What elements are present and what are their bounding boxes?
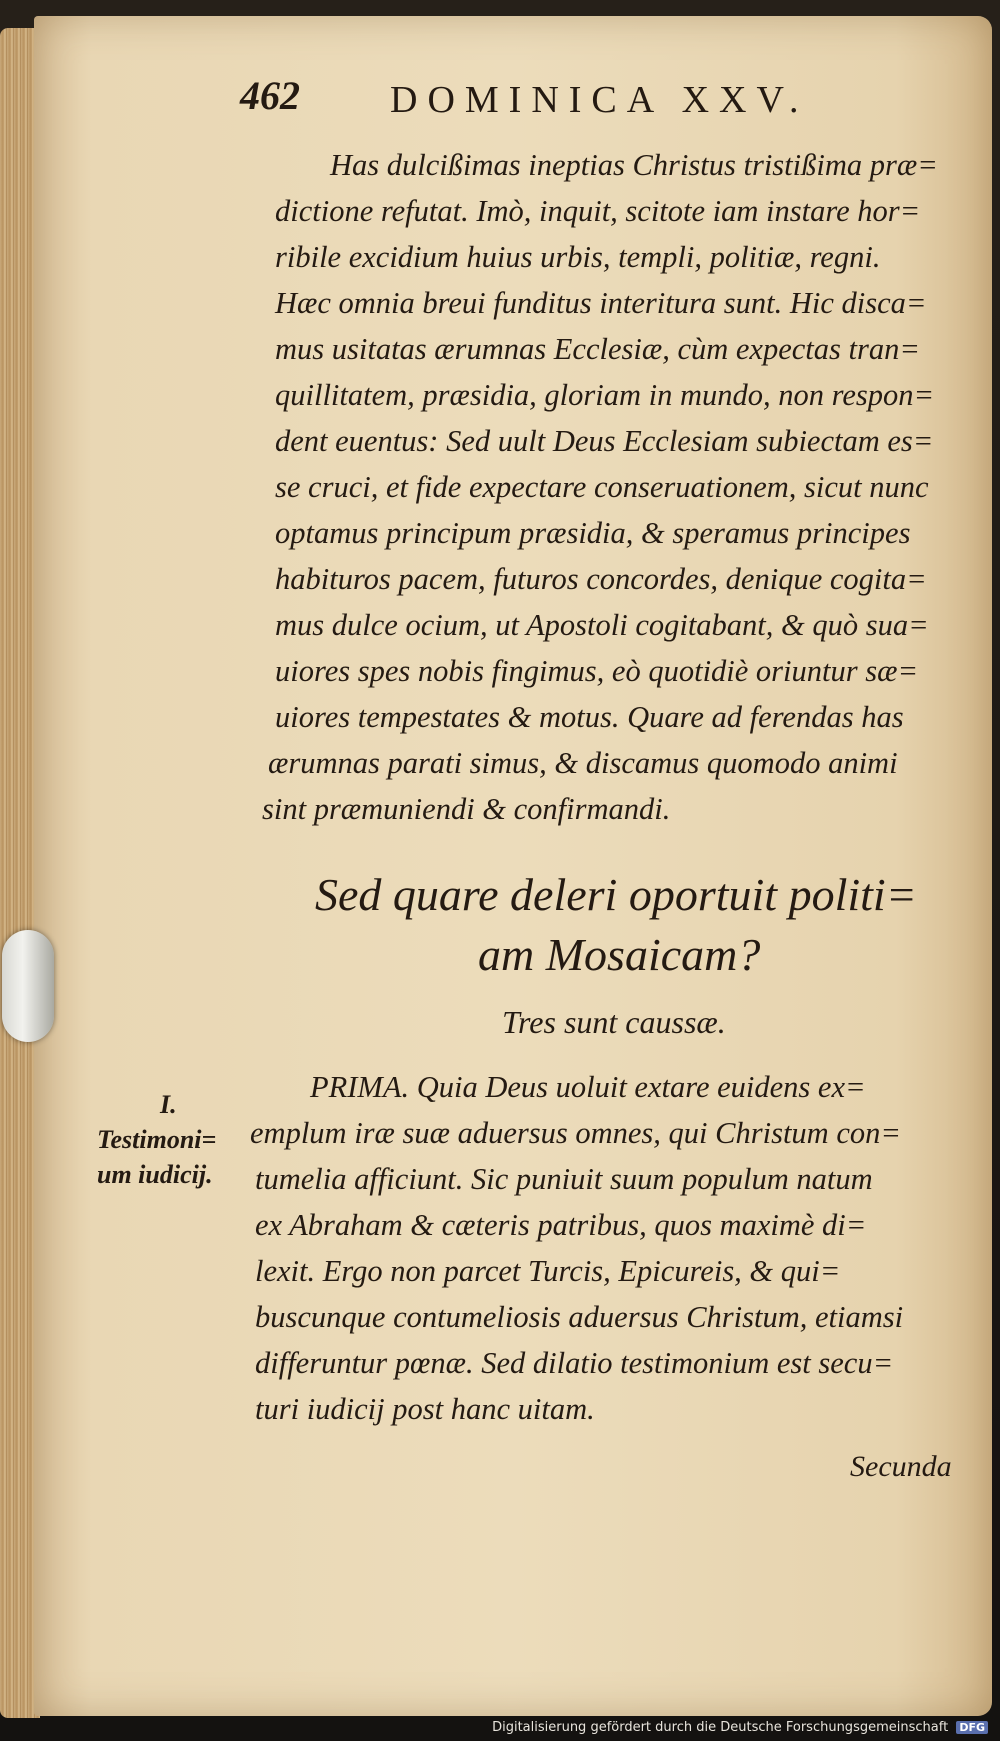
margin-note-line: um iudicij. <box>97 1160 213 1189</box>
running-head: DOMINICA XXV. <box>390 79 809 121</box>
body-line: sint præmuniendi & confirmandi. <box>262 792 671 826</box>
section-line: turi iudicij post hanc uitam. <box>255 1392 595 1426</box>
section-line: buscunque contumeliosis aduersus Christum, etiamsi <box>255 1300 904 1334</box>
section-line: PRIMA. Quia Deus uoluit extare euidens ex= <box>310 1070 866 1104</box>
body-line: Hæc omnia breui funditus interitura sunt. Hic disca= <box>275 286 927 320</box>
body-line: habituros pacem, futuros concordes, denique cogita= <box>275 562 927 596</box>
body-line: mus usitatas ærumnas Ecclesiæ, cùm expectas tran= <box>275 332 920 366</box>
body-line: ærumnas parati simus, & discamus quomodo animi <box>268 746 898 780</box>
section-line: ex Abraham & cæteris patribus, quos maximè di= <box>255 1208 867 1242</box>
page-clip <box>2 930 54 1042</box>
body-line: mus dulce ocium, ut Apostoli cogitabant, & quò sua= <box>275 608 929 642</box>
section-line: tumelia afficiunt. Sic puniuit suum populum natum <box>255 1162 873 1196</box>
credit-text: Digitalisierung gefördert durch die Deutsche Forschungsgemeinschaft <box>492 1720 949 1735</box>
body-line: quillitatem, præsidia, gloriam in mundo, non respon= <box>275 378 935 412</box>
dfg-logo: DFG <box>956 1721 988 1734</box>
section-heading-line: Sed quare deleri oportuit politi= <box>315 869 917 920</box>
body-line: uiores tempestates & motus. Quare ad ferendas has <box>275 700 904 734</box>
section-subheading: Tres sunt caussæ. <box>502 1004 726 1040</box>
section-heading-line: am Mosaicam? <box>478 929 761 980</box>
catchword: Secunda <box>850 1450 952 1483</box>
digitization-credit <box>492 1720 988 1735</box>
section-line: differuntur pœnæ. Sed dilatio testimonium est secu= <box>255 1346 894 1380</box>
body-line: ribile excidium huius urbis, templi, politiæ, regni. <box>275 240 881 274</box>
section-line: lexit. Ergo non parcet Turcis, Epicureis, & qui= <box>255 1254 841 1288</box>
body-line: se cruci, et fide expectare conseruationem, sicut nunc <box>275 470 929 504</box>
body-line: dictione refutat. Imò, inquit, scitote iam instare hor= <box>275 194 921 228</box>
body-line: dent euentus: Sed uult Deus Ecclesiam subiectam es= <box>275 424 934 458</box>
section-line: emplum iræ suæ aduersus omnes, qui Christum con= <box>250 1116 901 1150</box>
body-line: Has dulcißimas ineptias Christus tristißima præ= <box>330 148 938 182</box>
body-line: uiores spes nobis fingimus, eò quotidiè oriuntur sæ= <box>275 654 919 688</box>
page-number: 462 <box>240 73 300 118</box>
margin-note-number: I. <box>160 1090 177 1119</box>
body-line: optamus principum præsidia, & speramus principes <box>275 516 911 550</box>
margin-note-line: Testimoni= <box>97 1125 217 1154</box>
